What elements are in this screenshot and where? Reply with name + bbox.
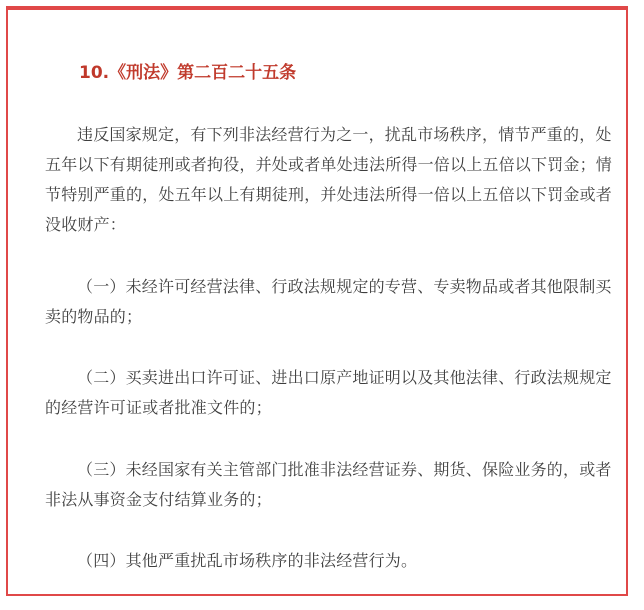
article-heading: 10.《刑法》第二百二十五条 <box>79 63 297 83</box>
main-paragraph: 违反国家规定，有下列非法经营行为之一，扰乱市场秩序，情节严重的，处五年以下有期徒刑或者拘役，并处或者单处违法所得一倍以上五倍以下罚金；情节特别严重的，处五年以上有期徒刑，并处违法所得一倍以上五倍以下罚金或者没收财产： <box>45 125 613 234</box>
clause-item-3: （三）未经国家有关主管部门批准非法经营证券、期货、保险业务的，或者非法从事资金支付结算业务的； <box>45 460 612 509</box>
clause-item-4: （四）其他严重扰乱市场秩序的非法经营行为。 <box>77 551 418 570</box>
clause-item-2: （二）买卖进出口许可证、进出口原产地证明以及其他法律、行政法规规定的经营许可证或者批准文件的； <box>45 368 612 417</box>
article-card <box>6 6 628 596</box>
clause-item-1: （一）未经许可经营法律、行政法规规定的专营、专卖物品或者其他限制买卖的物品的； <box>45 277 612 326</box>
